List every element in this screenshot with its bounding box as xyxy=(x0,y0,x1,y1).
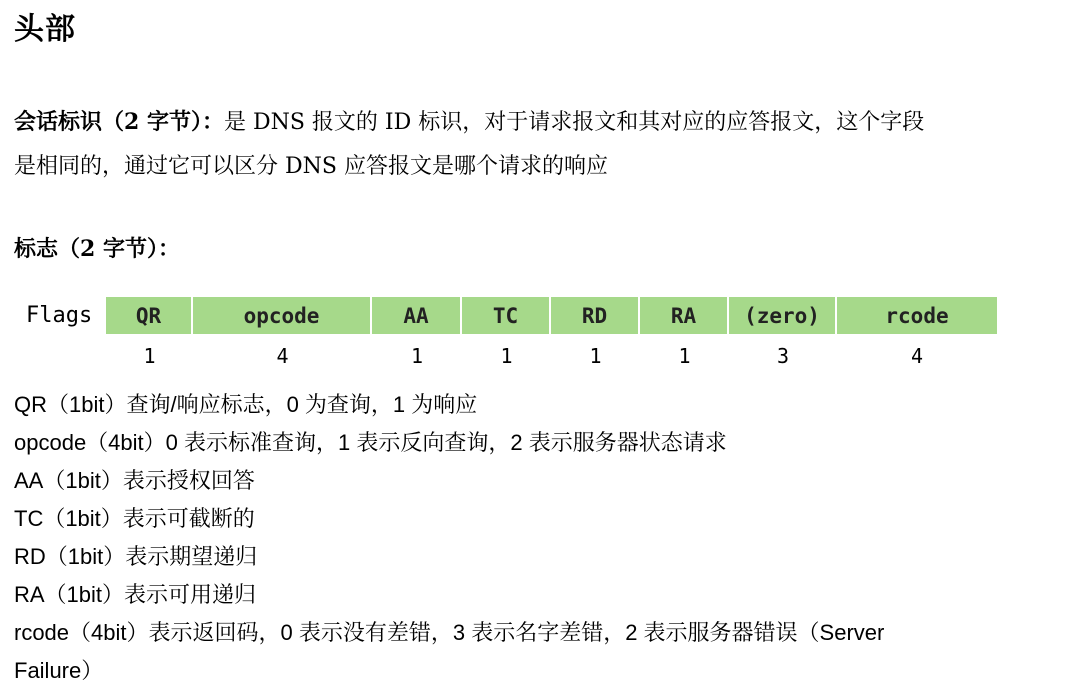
flag-field-tc: TC xyxy=(462,297,551,334)
desc-rd: RD（1bit）表示期望递归 xyxy=(14,544,258,569)
session-id-label: 会话标识（2 字节）： xyxy=(14,109,224,135)
desc-rcode-continued: Failure） xyxy=(14,658,104,683)
flags-field-table xyxy=(106,297,997,334)
flag-field-qr: QR xyxy=(106,297,193,334)
flag-description-list xyxy=(14,386,1074,690)
desc-rcode: rcode（4bit）表示返回码，0 表示没有差错，3 表示名字差错，2 表示服务器错误（Server xyxy=(14,620,885,645)
flag-field-rcode: rcode xyxy=(837,297,997,334)
flags-section-title: 标志（2 字节）： xyxy=(14,236,180,262)
flag-field-rd: RD xyxy=(551,297,640,334)
desc-ra: RA（1bit）表示可用递归 xyxy=(14,582,257,607)
flag-field-aa: AA xyxy=(372,297,462,334)
flag-field-opcode: opcode xyxy=(193,297,372,334)
session-id-paragraph xyxy=(14,100,1054,189)
session-id-text-line1: 是 DNS 报文的 ID 标识，对于请求报文和其对应的应答报文，这个字段 xyxy=(223,110,925,135)
desc-tc: TC（1bit）表示可截断的 xyxy=(14,506,255,531)
flag-bits-tc: 1 xyxy=(500,344,513,368)
flag-field-ra: RA xyxy=(640,297,729,334)
flag-bits-qr: 1 xyxy=(143,344,156,368)
desc-qr: QR（1bit）查询/响应标志，0 为查询，1 为响应 xyxy=(14,392,478,417)
page-title: 头部 xyxy=(14,12,76,47)
flag-bits-rcode: 4 xyxy=(910,344,924,368)
flag-bits-ra: 1 xyxy=(678,344,691,368)
flag-bits-opcode: 4 xyxy=(276,344,289,368)
flags-row-label: Flags xyxy=(26,303,93,328)
flag-bits-rd: 1 xyxy=(589,344,602,368)
desc-opcode: opcode（4bit）0 表示标准查询，1 表示反向查询，2 表示服务器状态请求 xyxy=(14,430,727,455)
flag-field-zero: (zero) xyxy=(729,297,837,334)
flags-bit-widths xyxy=(106,340,997,372)
session-id-text-line2: 是相同的，通过它可以区分 DNS 应答报文是哪个请求的响应 xyxy=(14,154,608,179)
desc-aa: AA（1bit）表示授权回答 xyxy=(14,468,255,493)
flag-bits-zero: 3 xyxy=(776,344,790,368)
flag-bits-aa: 1 xyxy=(410,344,424,368)
